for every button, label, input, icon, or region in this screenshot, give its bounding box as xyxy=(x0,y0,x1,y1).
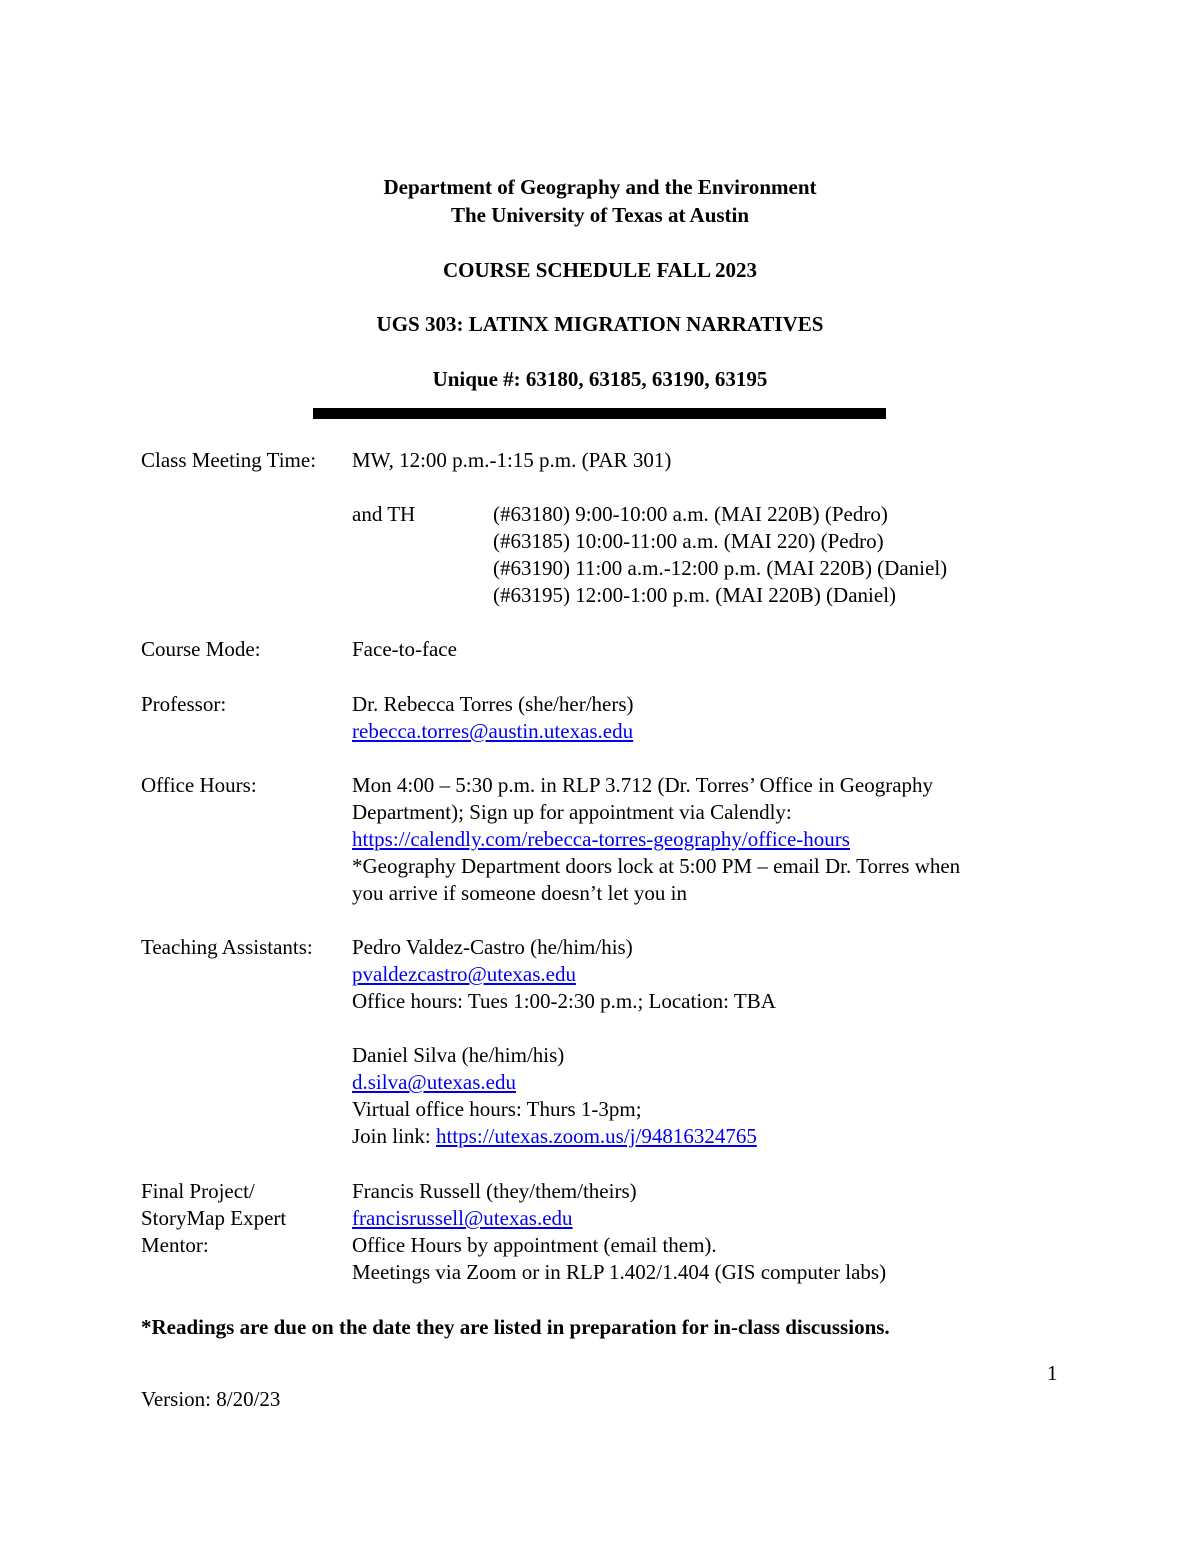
mentor-label-line: Mentor: xyxy=(141,1233,209,1257)
university-title: The University of Texas at Austin xyxy=(450,203,750,227)
office-hours-line: Mon 4:00 – 5:30 p.m. in RLP 3.712 (Dr. Torres’ Office in Geography xyxy=(352,773,934,797)
meeting-value: MW, 12:00 p.m.-1:15 p.m. (PAR 301) xyxy=(352,448,672,472)
discussion-label: and TH xyxy=(352,502,416,526)
course-title: UGS 303: LATINX MIGRATION NARRATIVES xyxy=(376,312,824,336)
ta-label: Teaching Assistants: xyxy=(141,935,313,959)
mentor-block xyxy=(352,1178,886,1286)
ta1-block xyxy=(352,934,776,1015)
schedule-title: COURSE SCHEDULE FALL 2023 xyxy=(442,258,758,282)
ta1-name: Pedro Valdez-Castro (he/him/his) xyxy=(352,935,633,959)
ta1-hours: Office hours: Tues 1:00-2:30 p.m.; Location: TBA xyxy=(352,989,776,1013)
professor-label: Professor: xyxy=(141,692,227,716)
zoom-join-link[interactable]: https://utexas.zoom.us/j/94816324765 xyxy=(436,1124,757,1148)
ta2-name: Daniel Silva (he/him/his) xyxy=(352,1043,565,1067)
unique-numbers: Unique #: 63180, 63185, 63190, 63195 xyxy=(432,367,768,391)
office-hours-block xyxy=(352,772,960,907)
professor-name: Dr. Rebecca Torres (she/her/hers) xyxy=(352,692,634,716)
ta2-hours: Virtual office hours: Thurs 1-3pm; xyxy=(352,1097,642,1121)
professor-email-link[interactable]: rebecca.torres@austin.utexas.edu xyxy=(352,719,634,743)
mentor-meetings: Meetings via Zoom or in RLP 1.402/1.404 (GIS computer labs) xyxy=(352,1260,887,1284)
section-item: (#63190) 11:00 a.m.-12:00 p.m. (MAI 220B) (Daniel) xyxy=(493,556,948,580)
discussion-sections xyxy=(493,501,947,609)
header-divider xyxy=(313,408,886,419)
mentor-label-line: StoryMap Expert xyxy=(141,1206,287,1230)
mentor-label xyxy=(141,1178,286,1259)
office-hours-note: *Geography Department doors lock at 5:00 PM – email Dr. Torres when xyxy=(352,854,961,878)
meeting-label: Class Meeting Time: xyxy=(141,448,317,472)
mentor-hours: Office Hours by appointment (email them). xyxy=(352,1233,717,1257)
ta1-email-link[interactable]: pvaldezcastro@utexas.edu xyxy=(352,962,576,986)
office-hours-line: Department); Sign up for appointment via Calendly: xyxy=(352,800,792,824)
mentor-name: Francis Russell (they/them/theirs) xyxy=(352,1179,637,1203)
readings-note: *Readings are due on the date they are listed in preparation for in-class discussions. xyxy=(141,1315,890,1339)
ta2-join-prefix: Join link: xyxy=(352,1124,437,1148)
section-item: (#63195) 12:00-1:00 p.m. (MAI 220B) (Daniel) xyxy=(493,583,897,607)
office-hours-label: Office Hours: xyxy=(141,773,257,797)
mode-label: Course Mode: xyxy=(141,637,261,661)
version-label: Version: 8/20/23 xyxy=(141,1387,281,1411)
department-title: Department of Geography and the Environment xyxy=(383,175,817,199)
mode-value: Face-to-face xyxy=(352,637,457,661)
mentor-label-line: Final Project/ xyxy=(141,1179,255,1203)
ta2-block xyxy=(352,1042,757,1150)
professor-block xyxy=(352,691,634,745)
section-item: (#63185) 10:00-11:00 a.m. (MAI 220) (Pedro) xyxy=(493,529,884,553)
section-item: (#63180) 9:00-10:00 a.m. (MAI 220B) (Pedro) xyxy=(493,502,888,526)
ta2-email-link[interactable]: d.silva@utexas.edu xyxy=(352,1070,516,1094)
office-hours-note: you arrive if someone doesn’t let you in xyxy=(352,881,687,905)
page-number: 1 xyxy=(1047,1361,1058,1385)
calendly-link[interactable]: https://calendly.com/rebecca-torres-geography/office-hours xyxy=(352,827,850,851)
mentor-email-link[interactable]: francisrussell@utexas.edu xyxy=(352,1206,573,1230)
